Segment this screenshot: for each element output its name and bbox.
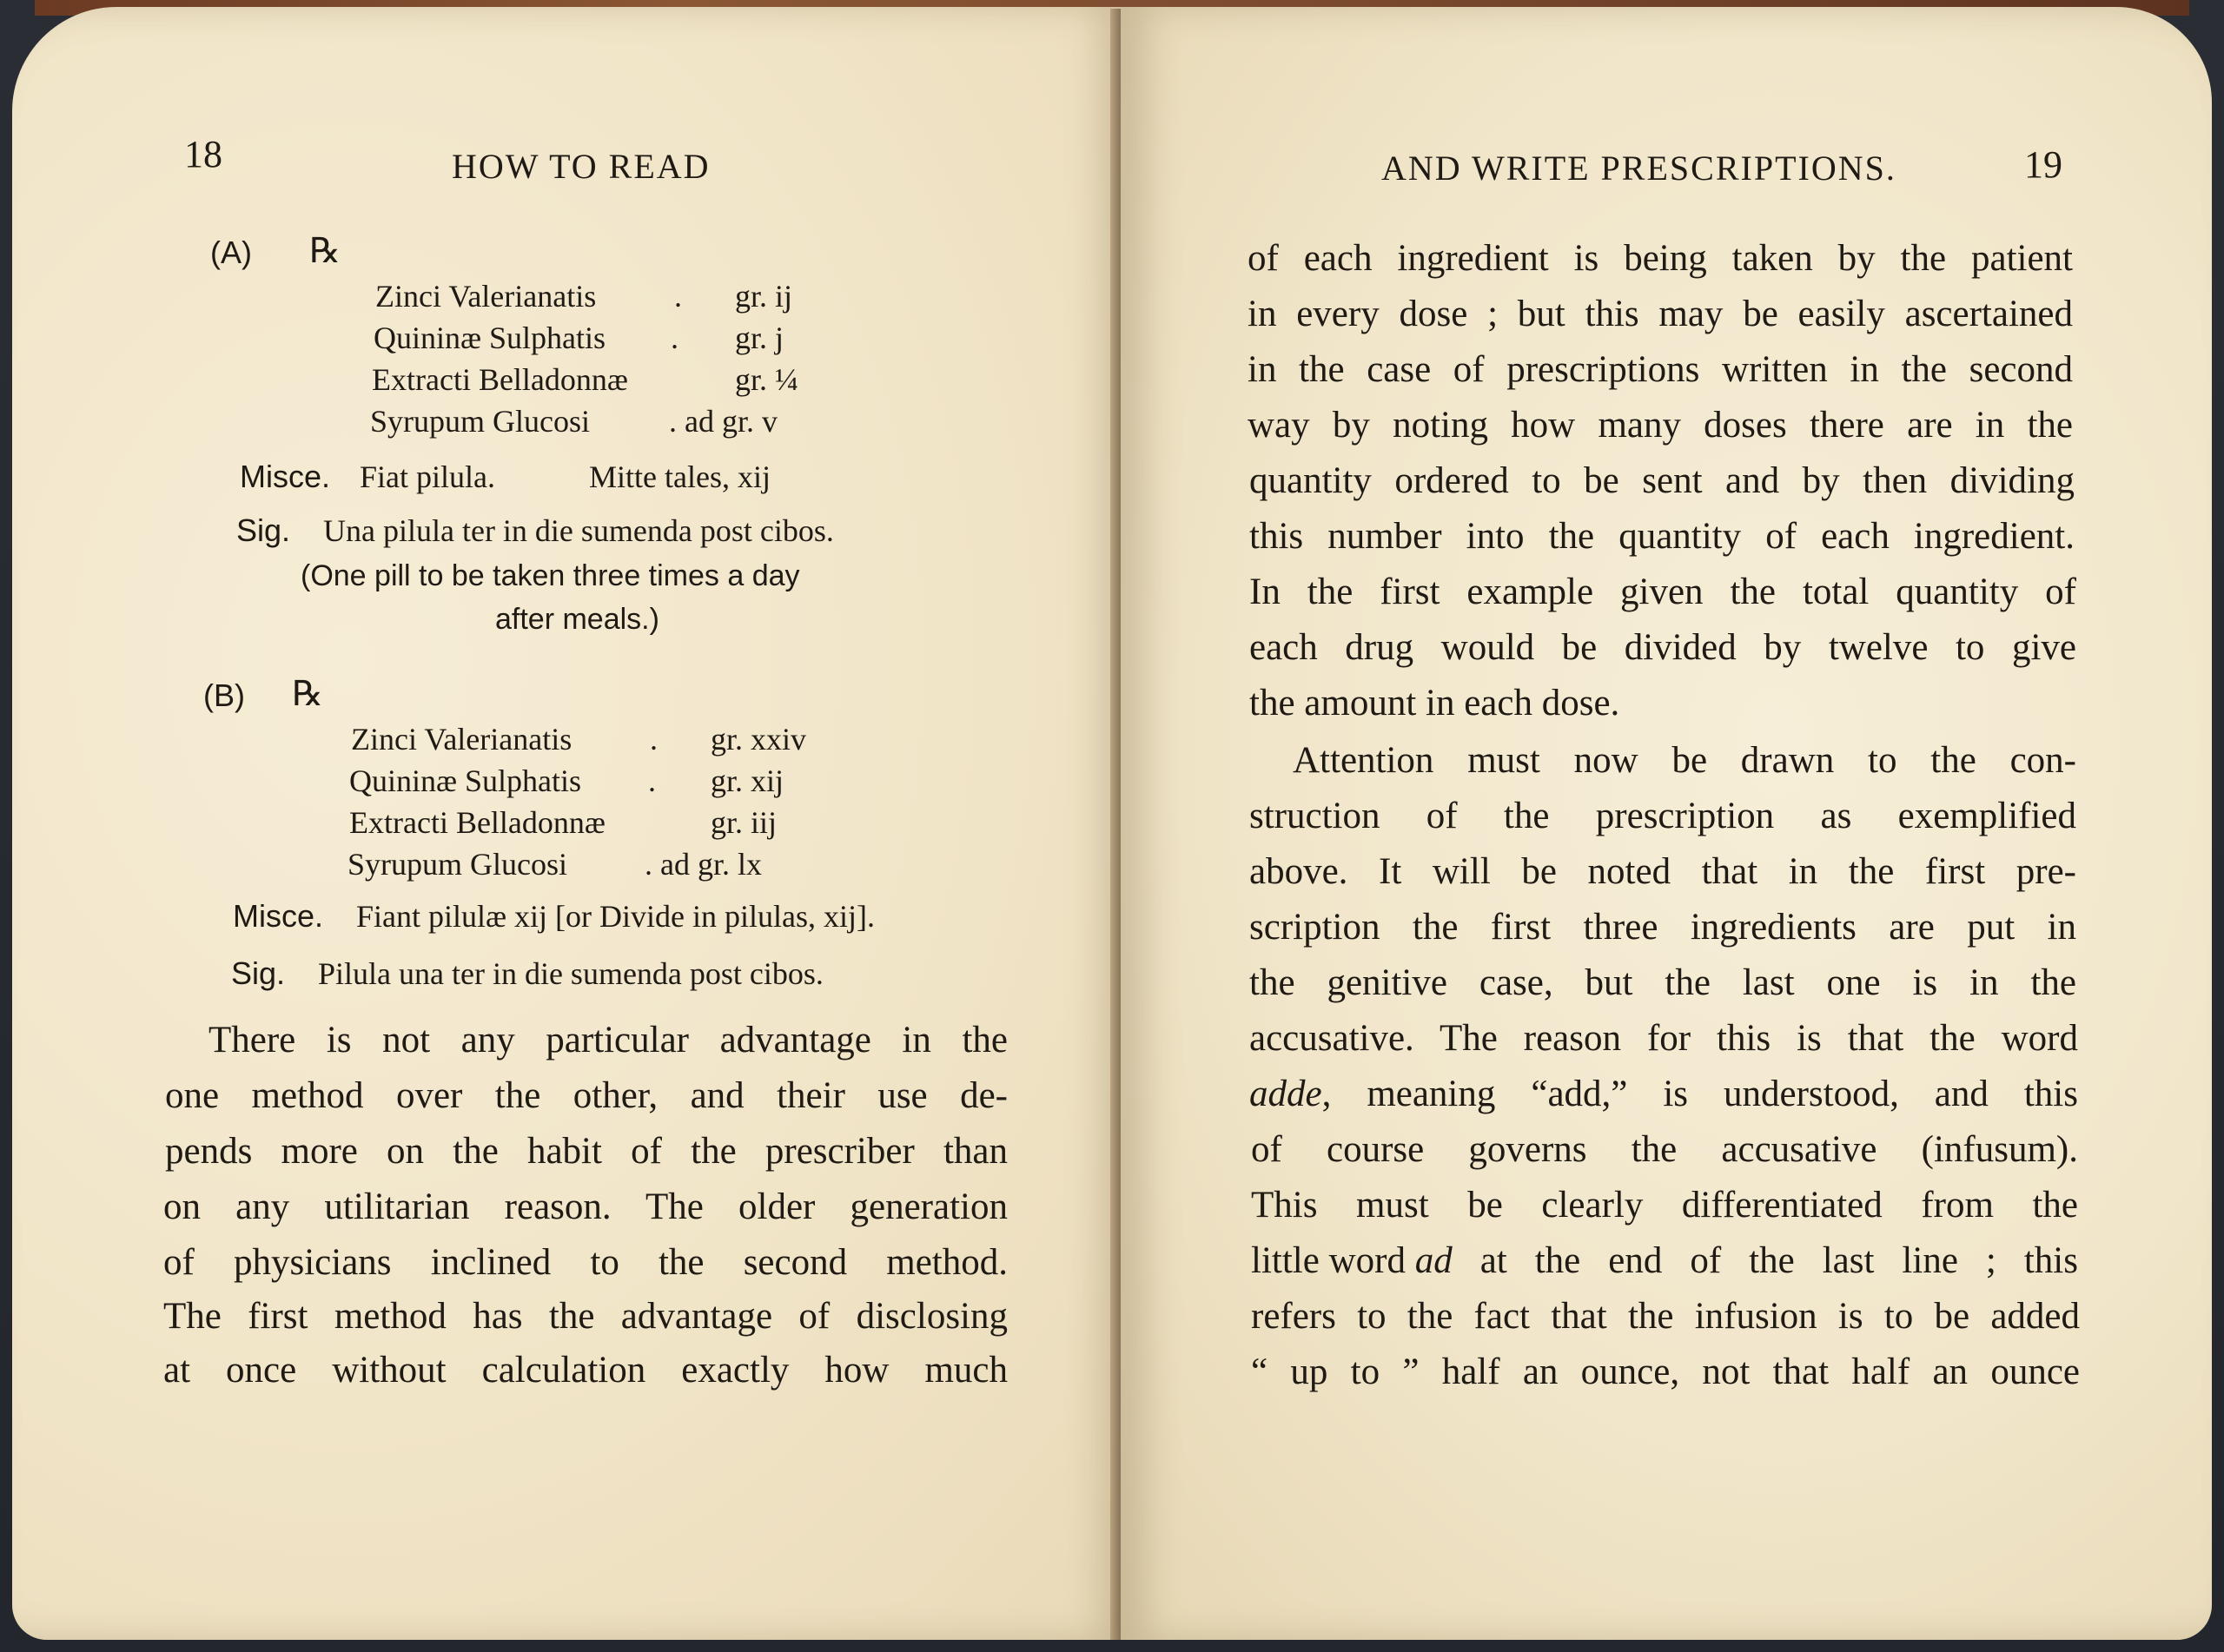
paragraph-line — [1251, 1242, 2078, 1279]
ingredient-amount: gr. ¼ — [735, 362, 799, 397]
paragraph-line: of course governs the accusative (infusum). — [1251, 1129, 2078, 1170]
paragraph-line: scription the first three ingredients are put in — [1249, 907, 2076, 948]
sig-translation: after meals.) — [495, 603, 659, 636]
line-text: little word — [1251, 1240, 1415, 1281]
misce-label: Misce. — [240, 459, 331, 494]
ingredient-dot: . — [671, 320, 678, 355]
misce-text: Fiat pilula. — [360, 459, 495, 494]
ingredient-amount: gr. ij — [735, 279, 793, 314]
ingredient-dot: . — [650, 722, 658, 757]
ingredient-name: Zinci Valerianatis — [375, 279, 597, 314]
line-text: , meaning “add,” is understood, and this — [1321, 1074, 2078, 1114]
paragraph-line: There is not any particular advantage in the — [208, 1020, 1008, 1061]
sig-label: Sig. — [231, 955, 286, 991]
paragraph-line: of physicians inclined to the second method. — [163, 1242, 1008, 1283]
paragraph-line: of each ingredient is being taken by the patient — [1248, 238, 2073, 279]
paragraph-line: at once without calculation exactly how much — [163, 1350, 1008, 1391]
paragraph-line: accusative. The reason for this is that the word — [1249, 1018, 2078, 1059]
ingredient-amount: . ad gr. lx — [645, 847, 762, 882]
running-head-right: AND WRITE PRESCRIPTIONS. — [1381, 149, 1896, 188]
sig-translation: (One pill to be taken three times a day — [301, 559, 800, 592]
page-number-left: 18 — [184, 133, 222, 175]
running-head-left: HOW TO READ — [452, 147, 711, 186]
misce-label: Misce. — [233, 898, 324, 934]
rx-symbol-icon: ℞ — [292, 674, 323, 714]
paragraph-line: one method over the other, and their use de- — [165, 1075, 1008, 1116]
paragraph-line: this number into the quantity of each ingredient. — [1249, 516, 2075, 557]
ingredient-name: Syrupum Glucosi — [348, 847, 568, 882]
paragraph-line: each drug would be divided by twelve to give — [1249, 627, 2076, 668]
line-text: at the end of the last line ; this — [1452, 1240, 2078, 1281]
prescription-a-label: (A) — [210, 235, 252, 270]
page-number-right: 19 — [2024, 143, 2062, 186]
paragraph-line: the genitive case, but the last one is in the — [1249, 962, 2076, 1003]
paragraph-line: This must be clearly differentiated from the — [1251, 1185, 2078, 1226]
italic-word: ad — [1414, 1240, 1453, 1281]
paragraph-line: above. It will be noted that in the first pre- — [1249, 851, 2076, 892]
ingredient-name: Extracti Belladonnæ — [349, 805, 606, 840]
paragraph-line: Attention must now be drawn to the con- — [1293, 740, 2076, 781]
sig-text: Una pilula ter in die sumenda post cibos. — [323, 513, 834, 548]
ingredient-name: Extracti Belladonnæ — [372, 362, 628, 397]
sig-text: Pilula una ter in die sumenda post cibos. — [318, 956, 824, 991]
ingredient-amount: gr. iij — [711, 805, 778, 840]
paragraph-line: pends more on the habit of the prescriber than — [165, 1131, 1008, 1172]
paragraph-line: in the case of prescriptions written in the second — [1248, 349, 2073, 390]
ingredient-amount: . ad gr. v — [669, 404, 778, 439]
left-page — [12, 7, 1126, 1640]
ingredient-name: Syrupum Glucosi — [370, 404, 591, 439]
mitte-text: Mitte tales, xij — [589, 459, 771, 494]
paragraph-line: on any utilitarian reason. The older generation — [163, 1186, 1008, 1227]
ingredient-name: Quininæ Sulphatis — [374, 320, 606, 355]
right-page — [1121, 7, 2212, 1640]
paragraph-line: The first method has the advantage of disclosing — [163, 1296, 1008, 1337]
paragraph-line: refers to the fact that the infusion is to be added — [1251, 1296, 2080, 1337]
prescription-b-label: (B) — [203, 677, 245, 713]
ingredient-name: Quininæ Sulphatis — [349, 763, 582, 798]
paragraph-line: way by noting how many doses there are in the — [1248, 405, 2073, 446]
paragraph-line: quantity ordered to be sent and by then dividing — [1249, 460, 2075, 501]
misce-text: Fiant pilulæ xij [or Divide in pilulas, xij]. — [356, 899, 875, 934]
paragraph-line: the amount in each dose. — [1249, 683, 1620, 724]
paragraph-line: “ up to ” half an ounce, not that half an ounce — [1251, 1351, 2080, 1392]
paragraph-line: in every dose ; but this may be easily ascertained — [1248, 294, 2073, 334]
ingredient-name: Zinci Valerianatis — [351, 722, 573, 757]
rx-symbol-icon: ℞ — [309, 231, 341, 271]
sig-label: Sig. — [236, 512, 291, 548]
ingredient-amount: gr. j — [735, 320, 784, 355]
paragraph-line — [1249, 1075, 2078, 1113]
ingredient-dot: . — [648, 763, 656, 798]
paragraph-line: In the first example given the total quantity of — [1249, 572, 2076, 612]
ingredient-amount: gr. xxiv — [711, 722, 807, 757]
italic-word: adde — [1249, 1074, 1322, 1114]
ingredient-dot: . — [674, 279, 682, 314]
paragraph-line: struction of the prescription as exemplified — [1249, 796, 2076, 836]
ingredient-amount: gr. xij — [711, 763, 784, 798]
